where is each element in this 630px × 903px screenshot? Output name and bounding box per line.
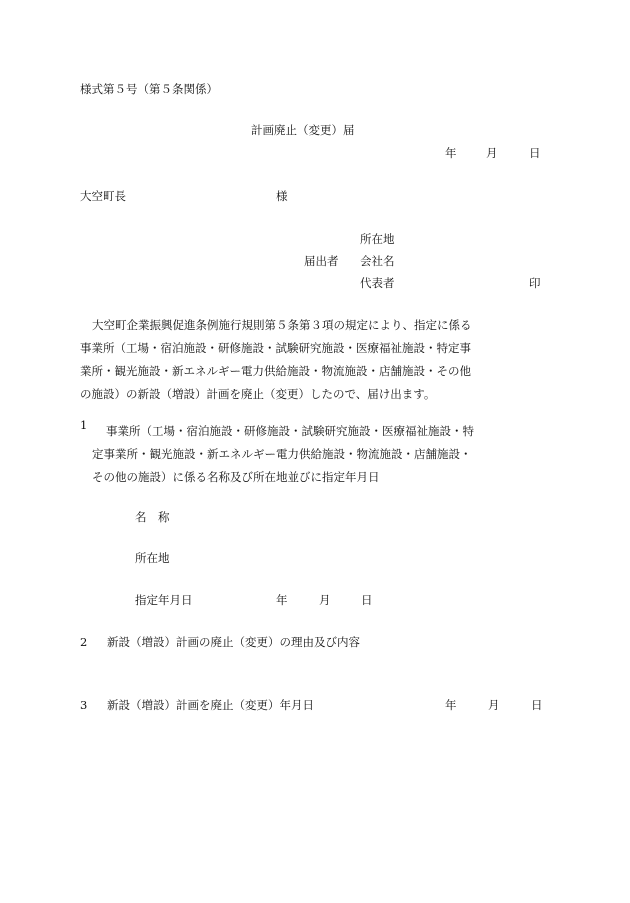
addressee-name: 大空町長	[80, 189, 126, 203]
form-number: 様式第５号（第５条関係）	[80, 82, 218, 96]
item-number: 3	[80, 698, 88, 712]
date-month-label: 月	[486, 146, 498, 160]
body-line: 大空町企業振興促進条例施行規則第５条第３項の規定により、指定に係る	[92, 318, 472, 332]
body-line: 業所・観光施設・新エネルギー電力供給施設・物流施設・店舗施設・その他	[80, 364, 471, 378]
body-line: 事業所（工場・宿泊施設・研修施設・試験研究施設・医療福祉施設・特定事	[80, 341, 471, 355]
designated-date-label: 指定年月日	[135, 593, 193, 607]
applicant-company-label: 会社名	[360, 254, 395, 268]
designated-day-label: 日	[361, 593, 373, 607]
body-line: の施設）の新設（増設）計画を廃止（変更）したので、届け出ます。	[80, 387, 436, 401]
applicant-label: 届出者	[304, 254, 339, 268]
document-title: 計画廃止（変更）届	[251, 123, 355, 137]
date-day-label: 日	[529, 146, 541, 160]
facility-name-label: 名 称	[135, 510, 170, 524]
item-number: 1	[80, 418, 88, 432]
addressee-honorific: 様	[276, 189, 288, 203]
item-text-line: 定事業所・観光施設・新エネルギー電力供給施設・物流施設・店舗施設・	[92, 447, 472, 461]
abolition-day-label: 日	[531, 698, 543, 712]
designated-year-label: 年	[276, 593, 288, 607]
designated-month-label: 月	[319, 593, 331, 607]
item-1	[80, 420, 550, 489]
body-paragraph	[80, 314, 550, 406]
item-text-line: その他の施設）に係る名称及び所在地並びに指定年月日	[92, 470, 380, 484]
item-text: 新設（増設）計画の廃止（変更）の理由及び内容	[107, 635, 360, 649]
applicant-location-label: 所在地	[360, 232, 395, 246]
seal-mark: 印	[529, 276, 541, 290]
facility-location-label: 所在地	[135, 551, 170, 565]
item-text-line: 事業所（工場・宿泊施設・研修施設・試験研究施設・医療福祉施設・特	[106, 424, 474, 438]
item-text: 新設（増設）計画を廃止（変更）年月日	[107, 698, 314, 712]
abolition-month-label: 月	[488, 698, 500, 712]
item-number: 2	[80, 635, 88, 649]
date-year-label: 年	[445, 146, 457, 160]
abolition-year-label: 年	[445, 698, 457, 712]
applicant-representative-label: 代表者	[360, 276, 395, 290]
